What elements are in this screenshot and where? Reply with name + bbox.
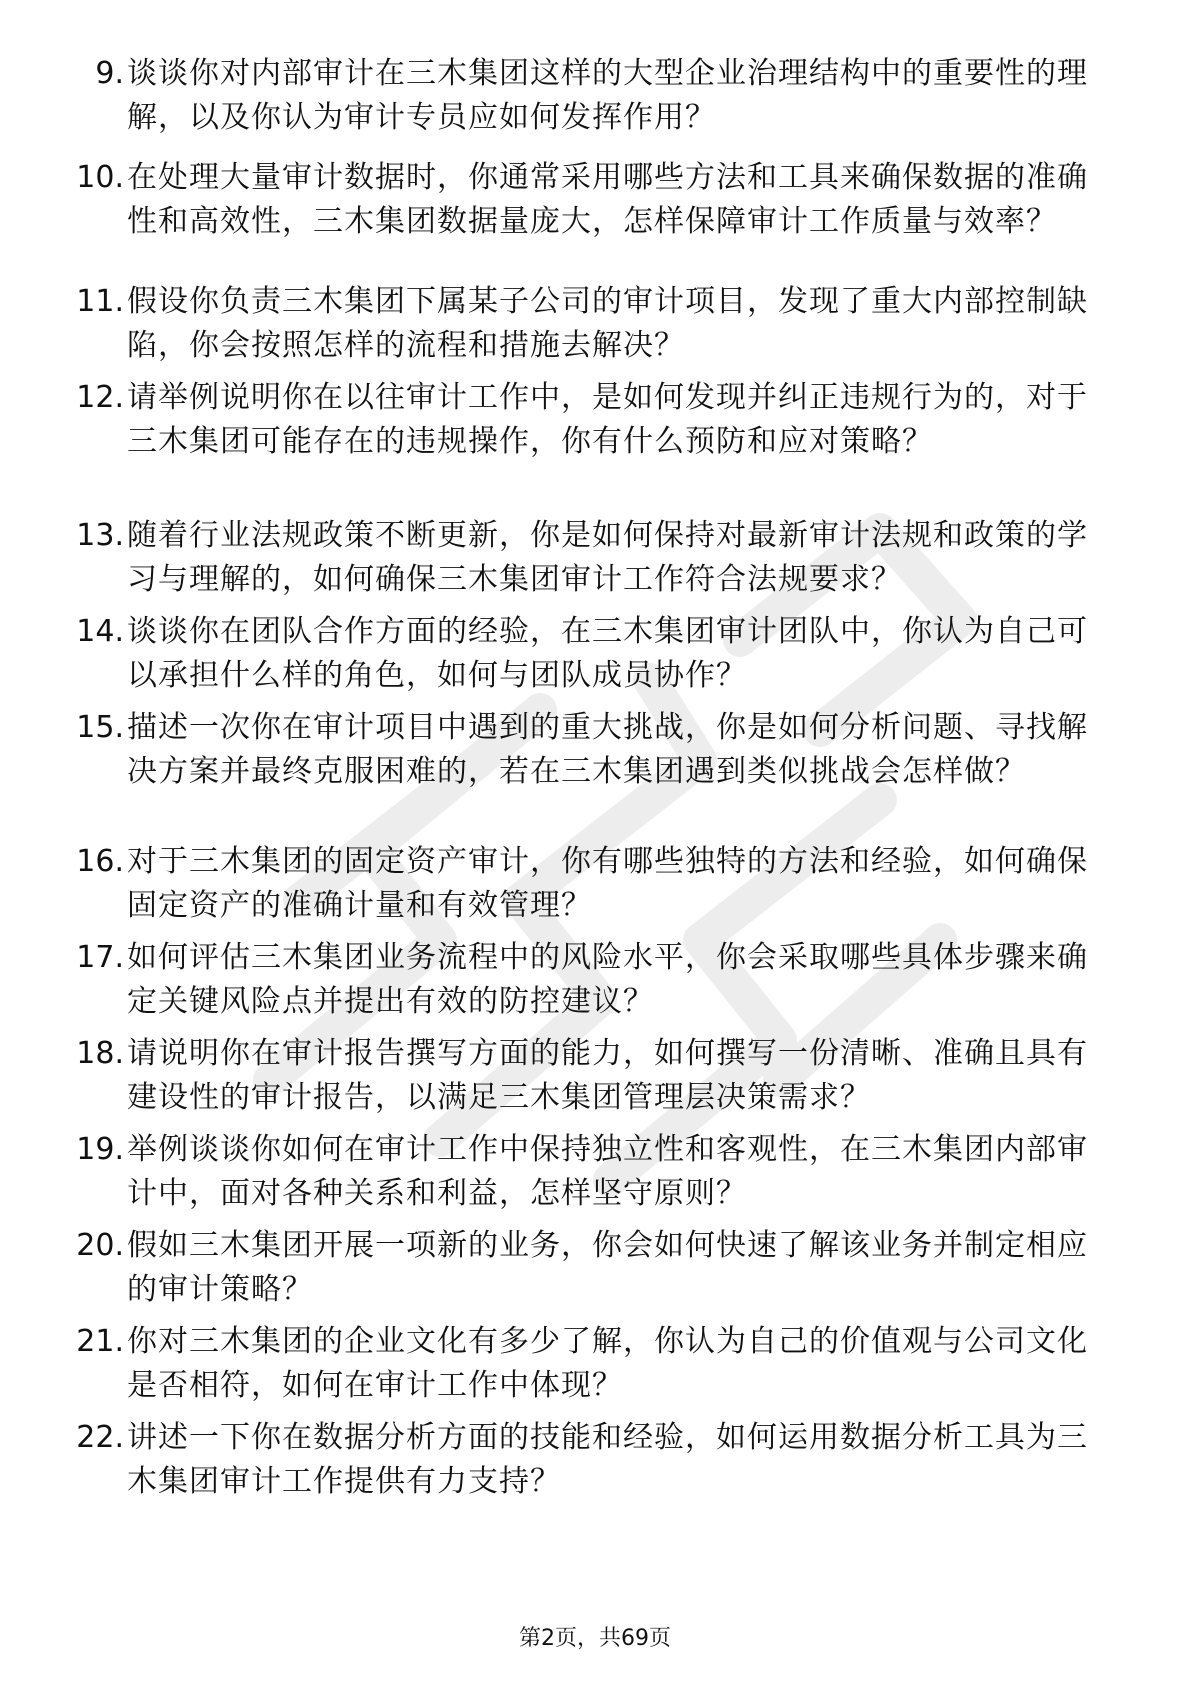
question-text: 描述一次你在审计项目中遇到的重大挑战，你是如何分析问题、寻找解决方案并最终克服困难的，若在三木集团遇到类似挑战会怎样做？: [127, 710, 1088, 789]
question-number: 16.: [76, 844, 124, 879]
question-text: 请说明你在审计报告撰写方面的能力，如何撰写一份清晰、准确且具有建设性的审计报告，以满足三木集团管理层决策需求？: [127, 1036, 1088, 1115]
question-number: 11.: [76, 284, 124, 319]
question-number: 14.: [76, 614, 124, 649]
question-number: 20.: [76, 1228, 124, 1263]
question-number: 13.: [76, 518, 124, 553]
question-number: 18.: [76, 1036, 124, 1071]
question-text: 假如三木集团开展一项新的业务，你会如何快速了解该业务并制定相应的审计策略？: [127, 1228, 1088, 1307]
question-text: 请举例说明你在以往审计工作中，是如何发现并纠正违规行为的，对于三木集团可能存在的违规操作，你有什么预防和应对策略？: [127, 380, 1088, 459]
question-number: 9.: [95, 56, 124, 91]
question-number: 10.: [76, 160, 124, 195]
question-number: 21.: [76, 1324, 124, 1359]
question-number: 19.: [76, 1132, 124, 1167]
question-number: 22.: [76, 1420, 124, 1455]
question-text: 举例谈谈你如何在审计工作中保持独立性和客观性，在三木集团内部审计中，面对各种关系和利益，怎样坚守原则？: [127, 1132, 1088, 1211]
question-text: 谈谈你在团队合作方面的经验，在三木集团审计团队中，你认为自己可以承担什么样的角色，如何与团队成员协作？: [127, 614, 1088, 693]
question-text: 如何评估三木集团业务流程中的风险水平，你会采取哪些具体步骤来确定关键风险点并提出有效的防控建议？: [127, 940, 1088, 1019]
question-number: 12.: [76, 380, 124, 415]
question-number: 15.: [76, 710, 124, 745]
question-number: 17.: [76, 940, 124, 975]
page-footer: 第2页，共69页: [519, 1626, 671, 1651]
question-text: 谈谈你对内部审计在三木集团这样的大型企业治理结构中的重要性的理解，以及你认为审计专员应如何发挥作用？: [127, 56, 1088, 135]
question-text: 讲述一下你在数据分析方面的技能和经验，如何运用数据分析工具为三木集团审计工作提供有力支持？: [127, 1420, 1088, 1499]
question-text: 假设你负责三木集团下属某子公司的审计项目，发现了重大内部控制缺陷，你会按照怎样的流程和措施去解决？: [127, 284, 1088, 363]
question-text: 在处理大量审计数据时，你通常采用哪些方法和工具来确保数据的准确性和高效性，三木集团数据量庞大，怎样保障审计工作质量与效率？: [127, 160, 1088, 239]
question-text: 你对三木集团的企业文化有多少了解，你认为自己的价值观与公司文化是否相符，如何在审计工作中体现？: [127, 1324, 1088, 1403]
question-text: 对于三木集团的固定资产审计，你有哪些独特的方法和经验，如何确保固定资产的准确计量和有效管理？: [127, 844, 1088, 923]
question-text: 随着行业法规政策不断更新，你是如何保持对最新审计法规和政策的学习与理解的，如何确保三木集团审计工作符合法规要求？: [127, 518, 1088, 597]
